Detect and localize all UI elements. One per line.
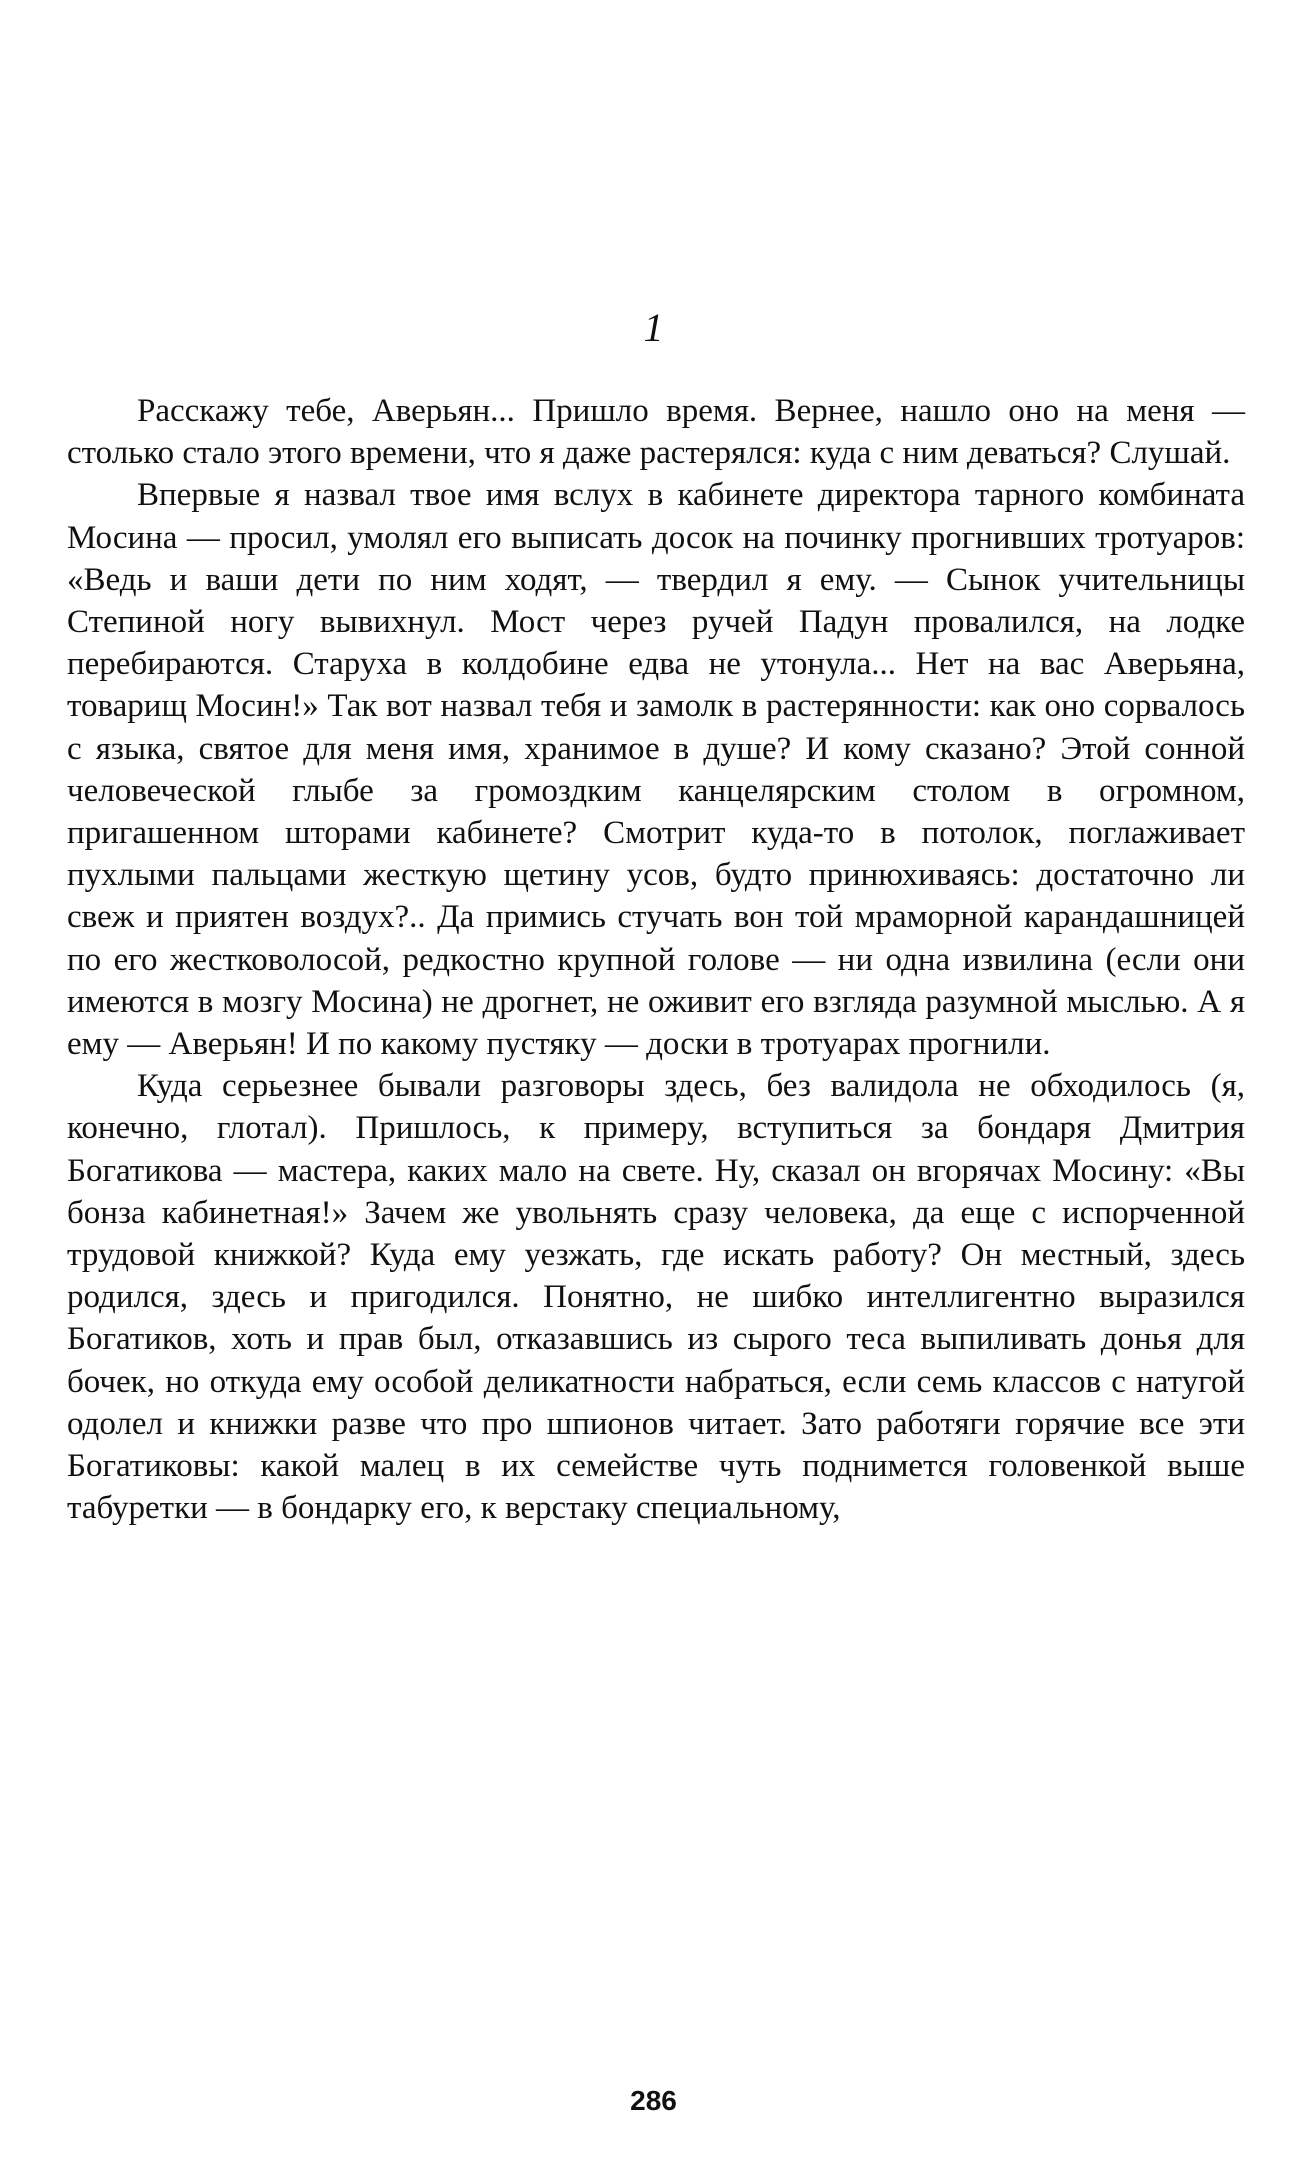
paragraph-2: Впервые я назвал твое имя вслух в кабинете директора тарного комбината Мосина — просил, умолял его выписать досок на починку прогнивших тротуаров: «Ведь и ваши дети по ним ходят, — твердил я ему. — Сынок учительницы Степиной ногу вывихнул. Мост через ручей Падун провалился, на лодке перебираются. Старуха в колдобине едва не утонула... Нет на вас Аверьяна, товарищ Мосин!» Так вот назвал тебя и замолк в растерянности: как оно сорвалось с языка, святое для меня имя, хранимое в душе? И кому сказано? Этой сонной человеческой глыбе за громоздким канцелярским столом в огромном, пригашенном шторами кабинете? Смотрит куда-то в потолок, поглаживает пухлыми пальцами жесткую щетину усов, будто принюхиваясь: достаточно ли свеж и приятен воздух?.. Да примись стучать вон той мраморной карандашницей по его жестковолосой, редкостно крупной голове — ни одна извилина (если они имеются в мозгу Мосина) не дрогнет, не оживит его взгляда разумной мыслью. А я ему — Аверьян! И по какому пустяку — доски в тротуарах прогнили. — [67, 477, 1245, 1063]
paragraph-3: Куда серьезнее бывали разговоры здесь, без валидола не обходилось (я, конечно, глотал). Пришлось, к примеру, вступиться за бондаря Дмитрия Богатикова — мастера, каких мало на свете. Ну, сказал он вгорячах Мосину: «Вы бонза кабинетная!» Зачем же увольнять сразу человека, да еще с испорченной трудовой книжкой? Куда ему уезжать, где искать работу? Он местный, здесь родился, здесь и пригодился. Понятно, не шибко интеллигентно выразился Богатиков, хоть и прав был, отказавшись из сырого теса выпиливать донья для бочек, но откуда ему особой деликатности набраться, если семь классов с натугой одолел и книжки разве что про шпионов читает. Зато работяги горячие все эти Богатиковы: какой малец в их семействе чуть поднимется головенкой выше табуретки — в бондарку его, к верстаку специальному, — [67, 1068, 1245, 1527]
body-text — [67, 390, 1245, 1529]
paragraph-1: Расскажу тебе, Аверьян... Пришло время. Вернее, нашло оно на меня — столько стало этого времени, что я даже растерялся: куда с ним деваться? Слушай. — [67, 393, 1245, 472]
page-number: 286 — [630, 2085, 677, 2116]
chapter-number: 1 — [643, 305, 664, 350]
